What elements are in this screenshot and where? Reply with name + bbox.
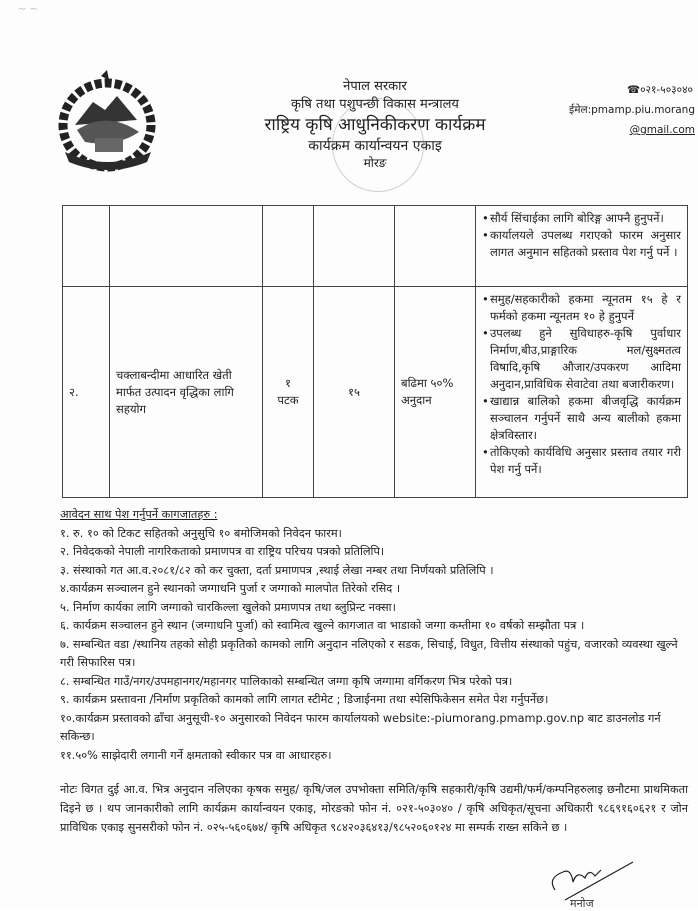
count-cell (314, 206, 395, 287)
program-cell: चक्लाबन्दीमा आधारित खेती मार्फत उत्पादन वृद्धिका लागि सहयोग (110, 287, 263, 498)
document-item: ९. कार्यक्रम प्रस्तावना /निर्माण प्रकृतिको कामको लागि लागत स्टीमेट ; डिजाईनमा तथा स्पेसिफिकेसन समेत पेश गर्नुपर्नेछ। (60, 693, 549, 706)
document-item: ४.कार्यक्रम सञ्चालन हुने स्थानको जग्गाधनि पुर्जा र जग्गाको मालपोत तिरेको रसिद । (60, 582, 401, 595)
phone-number: ०२१-५०३०४० (640, 84, 693, 96)
document-item: ५. निर्माण कार्यका लागि जग्गाको चारकिल्ला खुलेको प्रमाणपत्र तथा ब्लुप्रिन्ट नक्सा। (60, 600, 396, 614)
signer-name: मनोज (570, 897, 594, 910)
sn-cell: २. (63, 287, 110, 498)
grant-cell: बढिमा ५०% अनुदान (395, 287, 476, 498)
program-table (62, 205, 688, 498)
condition-item: • सौर्य सिंचाईका लागि बोरिङ्ग आफ्नै हुनुपर्ने। (482, 210, 681, 227)
note-paragraph: नोटः विगत दुई आ.व. भित्र अनुदान नलिएका कृषक समुह/ कृषि/जल उपभोक्ता समिति/कृषि सहकारी/कृषि उद्यमी/फर्म/कम्पनिहरुलाइ छनौटमा प्राथमिकता दिइने छ । थप जानकारीको लागि कार्यक्रम कार्यान्वयन एकाइ, मोरङको फोन नं. ०२१-५०३०४० / कृषि अधिकृत/सूचना अधिकारी ९८६९१६०६२१ र जोन प्राविधिक एकाइ सुनसरीको फोन नं. ०२५-५६०६७४/ कृषि अधिकृत ९८४२०३६४१३/९८५२०६०१२४ मा सम्पर्क राख्न सकिने छ । (60, 783, 688, 834)
telephone-icon: ☎ (626, 84, 641, 96)
table-row (63, 206, 688, 287)
documents-heading: आवेदन साथ पेश गर्नुपर्ने कागजातहरु : (60, 508, 218, 521)
email-line (520, 100, 695, 140)
document-item: ७. सम्बन्धित वडा /स्थानिय तहको सोही प्रकृतिको कामको लागि अनुदान नलिएको र सडक, सिचाई, विधुत, वित्तीय संस्थाको पहुंच, वजारको व्यवस्था खुल्ने गरी सिफारिस पत्र। (60, 637, 678, 669)
nepal-emblem-icon (55, 70, 160, 180)
office-stamp (332, 98, 424, 192)
document-item: १. रु. १० को टिकट सहितको अनुसुचि १० बमोजिमको निवेदन फारम। (60, 526, 342, 540)
scan-artifact: ~ ~ (18, 4, 38, 15)
email-domain-link[interactable]: @gmail.com (629, 124, 695, 136)
email-user: pmamp.piu.morang (591, 104, 695, 116)
contact-info (520, 80, 695, 140)
document-item: ११.५०% साझेदारी लगानी गर्ने क्षमताको स्वीकार पत्र वा आधारहरु। (60, 748, 332, 762)
condition-item: • तोकिएको कार्यविधि अनुसार प्रस्ताव तयार गरी पेश गर्नु पर्ने। (482, 444, 681, 478)
table-row (63, 287, 688, 498)
signature-icon (545, 860, 645, 905)
phone-line (520, 80, 695, 100)
frequency-unit: पटक (277, 393, 299, 407)
sn-cell (63, 206, 110, 287)
document-item: २. निवेदकको नेपाली नागरिकताको प्रमाणपत्र वा राष्ट्रिय परिचय पत्रको प्रतिलिपि। (60, 545, 385, 558)
frequency-number: १ (285, 376, 291, 390)
frequency-cell (263, 287, 314, 498)
document-item: १०.कार्यक्रम प्रस्तावको ढाँचा अनुसूची-१० अनुसारको निवेदन फारम कार्यालयको website:-piumorang.pmamp.gov.np बाट डाउनलोड गर्न सकिन्छ। (60, 711, 661, 743)
unit-name: कार्यक्रम कार्यान्वयन एकाइ (308, 138, 442, 154)
count-cell: १५ (314, 287, 395, 498)
condition-item: • समुह/सहकारीको हकमा न्यूनतम १५ हे र फर्मको हकमा न्यूनतम १० हे हुनुपर्ने (482, 291, 681, 325)
condition-item: • कार्यालयले उपलब्ध गराएको फारम अनुसार लागत अनुमान सहितको प्रस्ताव पेश गर्नु पर्ने । (482, 227, 681, 261)
email-label: ईमेल: (569, 104, 592, 116)
frequency-cell (263, 206, 314, 287)
conditions-list (482, 210, 681, 261)
ministry-name: कृषि तथा पशुपन्छी विकास मन्त्रालय (291, 97, 459, 112)
conditions-cell (476, 206, 688, 287)
document-item: ३. संस्थाको गत आ.व.२०८१/८२ को कर चुक्ता, दर्ता प्रमाणपत्र ,स्थाई लेखा नम्बर तथा निर्णयको प्रतिलिपि । (60, 563, 494, 577)
government-name: नेपाल सरकार (343, 79, 407, 94)
conditions-cell (476, 287, 688, 498)
conditions-list (482, 291, 681, 478)
program-cell (110, 206, 263, 287)
condition-item: • उपलब्ध हुने सुविधाहरु-कृषि पुर्वाधार निर्माण,बीउ,प्राङ्गारिक मल/सुक्ष्मतत्व विषादि,कृषि औजार/उपकरण आदिमा अनुदान,प्राविधिक सेवाटेवा तथा बजारीकरण। (482, 325, 681, 393)
program-name: राष्ट्रिय कृषि आधुनिकीकरण कार्यक्रम (264, 115, 486, 135)
document-item: ६. कार्यक्रम सञ्चालन हुने स्थान (जग्गाधनि पुर्जा) को स्वामित्व खुल्ने कागजात वा भाडाको जग्गा कम्तीमा १० वर्षको सम्झौता पत्र । (60, 619, 585, 632)
grant-cell (395, 206, 476, 287)
office-location: मोरङ (363, 156, 387, 170)
document-item: ८. सम्बन्धित गाउँ/नगर/उपमहानगर/महानगर पालिकाको सम्बन्धित जग्गा कृषि जग्गामा वर्गिकरण भित्र परेको पत्र। (60, 674, 513, 688)
condition-item: • खाद्यान्न बालिको हकमा बीजवृद्धि कार्यक्रम सञ्चालन गर्नुपर्ने साथै अन्य बालीको हकमा क्षेत्रविस्तार। (482, 393, 681, 444)
required-documents (60, 506, 680, 765)
